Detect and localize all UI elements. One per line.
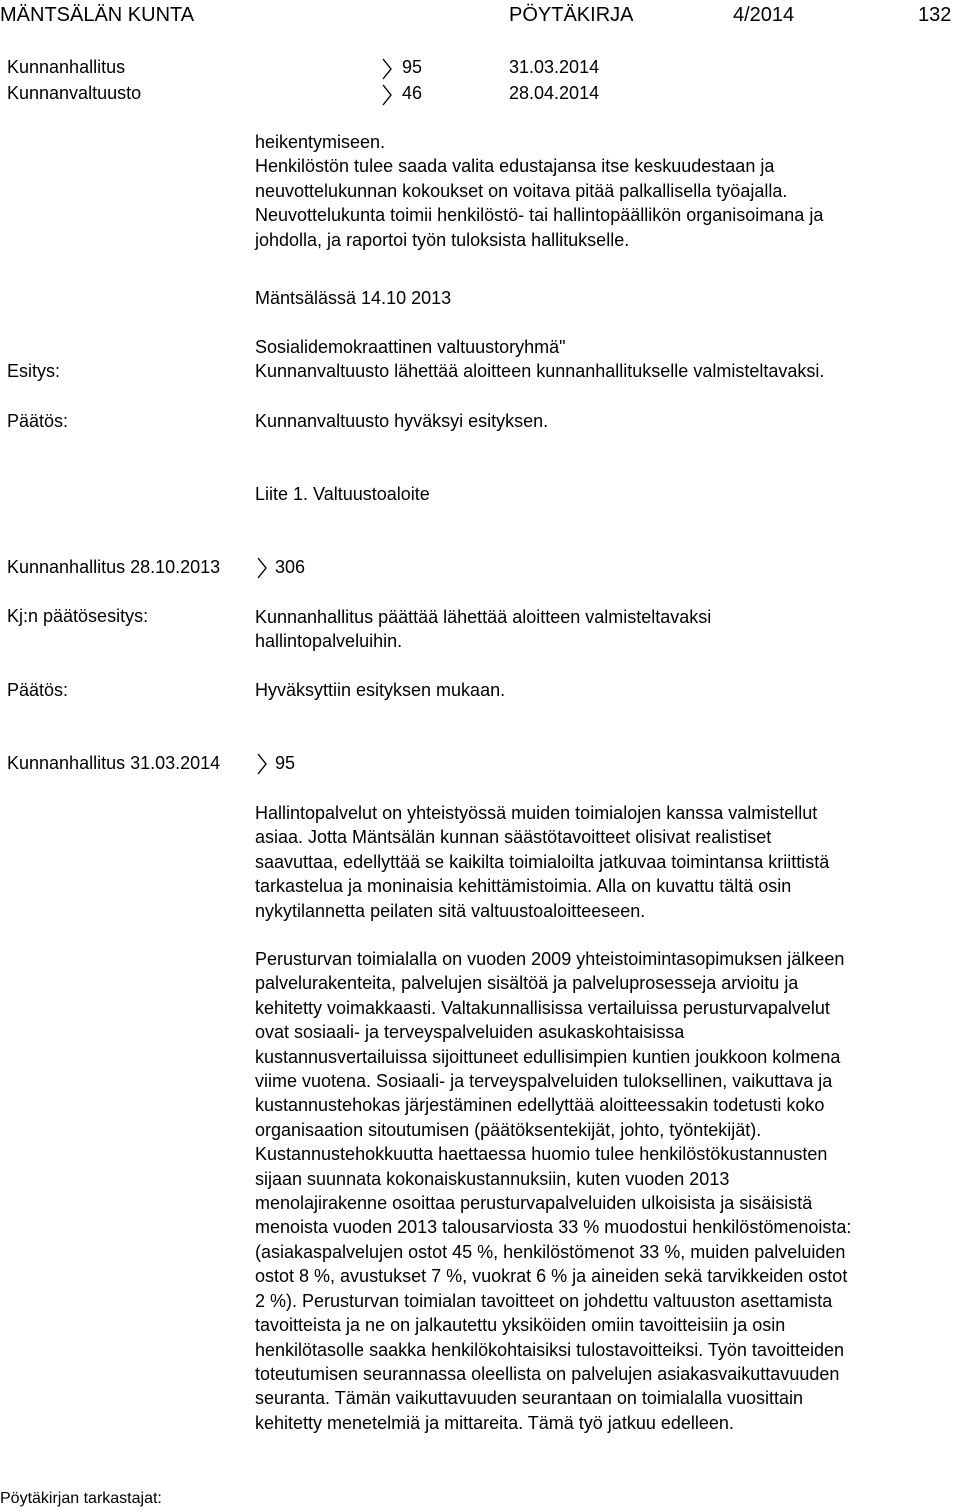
text-line: henkilötasolle saakka henkilökohtaisiksi tulostavoitteiksi. Työn tavoitteiden [255, 1339, 844, 1360]
section-number: 306 [275, 557, 306, 577]
text-line: tavoitteista ja ne on jalkautettu yksiköiden omiin tavoitteisiin ja osin [255, 1315, 786, 1336]
text-line: neuvottelukunnan kokoukset on voitava pitää palkallisella työajalla. [255, 180, 788, 201]
reference-arrow-icon [381, 84, 393, 106]
ref-date: 31.03.2014 [509, 57, 600, 77]
text-line: Perusturvan toimialalla on vuoden 2009 yhteistoimintasopimuksen jälkeen [255, 949, 845, 969]
ref-body: Kunnanhallitus [7, 57, 126, 77]
text-line: Henkilöstön tulee saada valita edustajansa itse keskuudestaan ja [255, 156, 775, 177]
issue-number: 4/2014 [733, 4, 795, 26]
text-line: kustannustehokas järjestäminen edellyttää aloitteessakin todetusti koko [255, 1095, 825, 1116]
section-arrow-icon [256, 753, 268, 775]
text-line: asiaa. Jotta Mäntsälän kunnan säästötavoitteet olisivat realistiset [255, 827, 772, 848]
paatos-label: Päätös: [7, 680, 69, 700]
signatory-group: Sosialidemokraattinen valtuustoryhmä" [255, 337, 566, 357]
text-line: Hallintopalvelut on yhteistyössä muiden toimialojen kanssa valmistellut [255, 803, 818, 823]
text-line: kehitetty voimakkaasti. Valtakunnallisissa vertailuissa perusturvapalvelut [255, 997, 830, 1018]
esitys-label: Esitys: [7, 361, 61, 381]
motion-continuation [255, 130, 955, 252]
text-line: nykytilannetta peilaten sitä valtuustoaloitteeseen. [255, 900, 646, 921]
footer-label: Pöytäkirjan tarkastajat: [0, 1490, 162, 1507]
text-line: toteutumisen seurannassa oleellista on palvelujen asiakasvaikuttavuuden [255, 1363, 840, 1384]
reference-arrow-icon [381, 58, 393, 80]
text-line: menoista vuoden 2013 talousarviosta 33 % muodostui henkilöstömenoista: [255, 1217, 852, 1238]
text-line: kustannusvertailuissa sijoittuneet edullisimpien kuntien joukkoon kolmena [255, 1046, 841, 1067]
text-line: viime vuotena. Sosiaali- ja terveyspalveluiden tuloksellinen, vaikuttava ja [255, 1071, 833, 1092]
text-line: heikentymiseen. [255, 132, 386, 152]
section-arrow-icon [256, 557, 268, 579]
organization-name: MÄNTSÄLÄN KUNTA [0, 4, 195, 26]
text-line: palvelurakenteita, palvelujen sisältöä ja palveluprosesseja arvioitu ja [255, 973, 799, 994]
place-date: Mäntsälässä 14.10 2013 [255, 288, 452, 308]
document-type: PÖYTÄKIRJA [509, 4, 634, 26]
page-number: 132 [918, 4, 952, 26]
text-line: organisaation sitoutumisen (päätöksentekijät, johto, työntekijät). [255, 1119, 762, 1140]
text-line: (asiakaspalvelujen ostot 45 %, henkilöstömenot 33 %, muiden palveluiden [255, 1241, 846, 1262]
text-line: sijaan suunnata kokonaiskustannuksiin, kuten vuoden 2013 [255, 1168, 730, 1189]
text-line: menolajirakenne osoittaa perusturvapalveluiden ulkoisista ja sisäisistä [255, 1193, 813, 1214]
text-line: kehitetty menetelmiä ja mittareita. Tämä työ jatkuu edelleen. [255, 1412, 734, 1433]
esitys-text: Kunnanvaltuusto lähettää aloitteen kunnanhallitukselle valmisteltavaksi. [255, 361, 825, 381]
text-line: tarkastelua ja moninaisia kehittämistoimia. Alla on kuvattu tältä osin [255, 876, 792, 897]
paatos-text: Hyväksyttiin esityksen mukaan. [255, 680, 506, 700]
text-line: 2 %). Perusturvan toimialan tavoitteet on johdettu valtuuston asettamista [255, 1290, 833, 1311]
text-line: ostot 8 %, avustukset 7 %, vuokrat 6 % ja aineiden sekä tarvikkeiden ostot [255, 1266, 848, 1287]
text-line: Kustannustehokkuutta haettaessa huomio tulee henkilöstökustannusten [255, 1144, 828, 1165]
attachment-link[interactable]: Liite 1. Valtuustoaloite [255, 484, 430, 504]
section-heading: Kunnanhallitus 28.10.2013 [7, 557, 221, 577]
text-line: saavuttaa, edellyttää se kaikilta toimialoilta jatkuvaa toimintansa kriittistä [255, 851, 830, 872]
section-heading: Kunnanhallitus 31.03.2014 [7, 753, 221, 773]
ref-number: 95 [402, 57, 423, 77]
ref-date: 28.04.2014 [509, 83, 600, 103]
text-line: Neuvottelukunta toimii henkilöstö- tai hallintopäällikön organisoimana ja [255, 205, 824, 226]
paragraph [255, 947, 955, 1435]
section-number: 95 [275, 753, 296, 773]
text-line: hallintopalveluihin. [255, 631, 403, 652]
paatos-text: Kunnanvaltuusto hyväksyi esityksen. [255, 411, 549, 431]
proposal-text [255, 605, 955, 654]
text-line: Kunnanhallitus päättää lähettää aloitteen valmisteltavaksi [255, 607, 712, 627]
text-line: seuranta. Tämän vaikuttavuuden seurantaan on toimialalla vuosittain [255, 1388, 804, 1409]
ref-number: 46 [402, 83, 423, 103]
proposal-label: Kj:n päätösesitys: [7, 606, 149, 626]
paragraph [255, 801, 955, 923]
ref-body: Kunnanvaltuusto [7, 83, 142, 103]
text-line: johdolla, ja raportoi työn tuloksista hallitukselle. [255, 229, 630, 250]
text-line: ovat sosiaali- ja terveyspalveluiden asukaskohtaisissa [255, 1022, 685, 1043]
paatos-label: Päätös: [7, 411, 69, 431]
